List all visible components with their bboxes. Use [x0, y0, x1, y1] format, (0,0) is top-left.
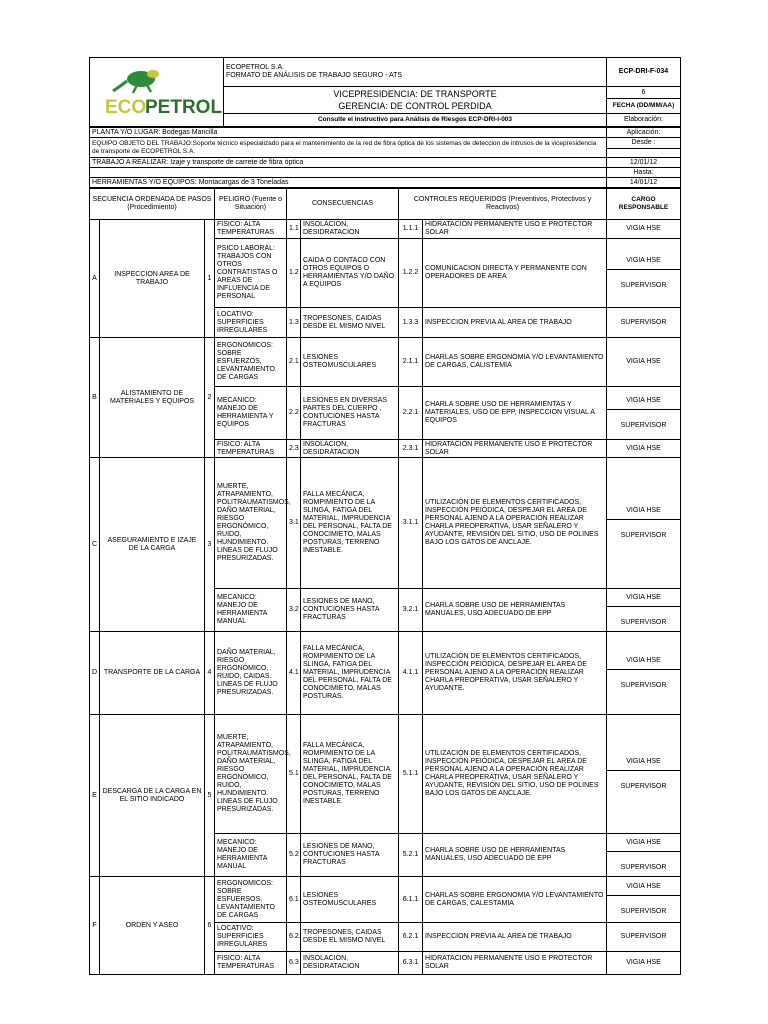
- revision-value: 6: [607, 87, 681, 99]
- hazard-cell: PSICO LABORAL: TRABAJOS CON OTROS CONTRATISTAS O AREAS DE INFLUENCIA DE PERSONAL: [215, 239, 287, 308]
- hazard-cell: MECANICO: MANEJO DE HERRAMIENTA MANUAL: [215, 589, 287, 632]
- management: GERENCIA: DE CONTROL PERDIDA: [338, 101, 492, 111]
- plant-field: PLANTA Y/O LUGAR: Bodegas Mancilla: [90, 128, 607, 138]
- department-block: [224, 87, 607, 114]
- consequence-code: 2.1: [287, 338, 301, 387]
- consequence-code: 6.1: [287, 877, 301, 923]
- equipment-object-field: EQUIPO OBJETO DEL TRABAJO:Soporte técnico especializado para el mantenimiento de la red de fibra óptica de los sistemas de deteccion de intrusos de la vicepresidencia de transporte de ECOPETROL S.A.: [90, 138, 607, 158]
- hazard-cell: MECANICO: MANEJO DE HERRAMIENTA MANUAL: [215, 834, 287, 877]
- control-cell: CHARLAS SOBRE ERGONOMIA Y/O LEVANTAMIENTO DE CARGAS, CALESTAMIA: [423, 877, 607, 923]
- responsible-cell: [607, 440, 681, 458]
- hazard-cell: LOCATIVO: SUPERFICIES IRREGULARES: [215, 308, 287, 338]
- responsible-cell: [607, 952, 681, 975]
- control-cell: HIDRATACION PERMANENTE USO E PROTECTOR SOLAR: [423, 952, 607, 975]
- consequence-code: 1.3: [287, 308, 301, 338]
- consequence-cell: LESIONES EN DIVERSAS PARTES DEL CUERPO , CONTUCIONES HASTA FRACTURAS: [301, 387, 399, 440]
- consequence-cell: FALLA MECÁNICA, ROMPIMIENTO DE LA SLINGA, FATIGA DEL MATERIAL, IMPRUDENCIA DEL PERSONAL, FALTA DE CONOCIMIETO, MALAS POSTURAS, TERRENO INESTABLE.: [301, 458, 399, 589]
- hazard-cell: ERGONOMICOS: SOBRE ESFUERZOS, LEVANTAMIENTO DE CARGAS: [215, 338, 287, 387]
- table-row: [90, 220, 681, 239]
- responsible-cell: [607, 923, 681, 952]
- consequence-cell: TROPESONES, CAIDAS DESDE EL MISMO NIVEL: [301, 923, 399, 952]
- consequence-cell: FALLA MECÁNICA, ROMPIMIENTO DE LA SLINGA, FATIGA DEL MATERIAL, IMPRUDENCIA DEL PERSONAL, FALTA DE CONOCIMIETO, MALAS POSTURAS.: [301, 632, 399, 715]
- info-table: [89, 127, 681, 188]
- responsible-role: VIGIA HSE: [626, 396, 661, 404]
- consequence-cell: TROPESONES, CAIDAS DESDE EL MISMO NIVEL: [301, 308, 399, 338]
- work-field: TRABAJO A REALIZAR: Izaje y transporte de carrete de fibra óptica: [90, 158, 607, 168]
- application-label: Aplicación:: [607, 128, 681, 138]
- to-date: 14/01/12: [607, 178, 681, 188]
- control-code: 6.2.1: [399, 923, 423, 952]
- control-code: 5.2.1: [399, 834, 423, 877]
- col-hazard: PELIGRO (Fuente o Situación): [215, 189, 287, 220]
- control-code: 5.1.1: [399, 715, 423, 834]
- control-cell: COMUNICACION DIRECTA Y PERMANENTE CON OPERADORES DE AREA: [423, 239, 607, 308]
- responsible-cell: [607, 458, 681, 589]
- responsible-cell: [607, 239, 681, 308]
- table-row: [90, 458, 681, 589]
- responsible-role: VIGIA HSE: [626, 656, 661, 664]
- control-code: 1.2.2: [399, 239, 423, 308]
- control-cell: CHARLA SOBRE USO DE HERRAMIENTAS MANUALES, USO ADECUADO DE EPP: [423, 834, 607, 877]
- control-code: 2.3.1: [399, 440, 423, 458]
- control-code: 1.3.3: [399, 308, 423, 338]
- step-letter: E: [90, 715, 100, 877]
- step-name: ALISTAMIENTO DE MATERIALES Y EQUIPOS: [100, 338, 205, 458]
- hazard-cell: MUERTE, ATRAPAMIENTO, POLITRAUMATISMOS, DAÑO MATERIAL, RIESGO ERGONÓMICO, RUIDO, HUNDIMIENTO. LINEAS DE FLUJO PRESURIZADAS.: [215, 458, 287, 589]
- hazard-cell: MUERTE, ATRAPAMIENTO, POLITRAUMATISMOS, DAÑO MATERIAL, RIESGO ERGONÓMICO, RUIDO, HUNDIMIENTO. LINEAS DE FLUJO PRESURIZADAS.: [215, 715, 287, 834]
- step-name: INSPECCION AREA DE TRABAJO: [100, 220, 205, 338]
- responsible-role: VIGIA HSE: [626, 358, 661, 365]
- col-responsible: CARGO RESPONSABLE: [607, 189, 681, 220]
- control-cell: HIDRATACION PERMANENTE USO E PROTECTOR SOLAR: [423, 440, 607, 458]
- control-code: 4.1.1: [399, 632, 423, 715]
- responsible-role: SUPERVISOR: [620, 681, 667, 689]
- step-name: ORDEN Y ASEO: [100, 877, 205, 975]
- instructive-note: Consulte el Instructivo para Análisis de Riesgos ECP-DRI-I-003: [224, 114, 607, 127]
- consequence-cell: INSOLACION, DESIDRATACION: [301, 220, 399, 239]
- from-date: 12/01/12: [607, 158, 681, 168]
- responsible-cell: [607, 220, 681, 239]
- col-controls: CONTROLES REQUERIDOS (Preventivos, Protectivos y Reactivos): [399, 189, 607, 220]
- consequence-code: 3.1: [287, 458, 301, 589]
- control-cell: UTILIZACIÓN DE ELEMENTOS CERTIFICADOS, INSPECCIÓN PEIÓDICA, DESPEJAR EL AREA DE PERSONAL AJENO A LA OPERACIÓN REALIZAR CHARLA PREOPERATIVA, USAR SEÑALERO Y AYUDANTE, REVISIÓN DEL SITIO, USO DE POLINES BAJO LOS GATOS DE ANCLAJE.: [423, 458, 607, 589]
- analysis-table: [89, 188, 681, 975]
- control-code: 6.1.1: [399, 877, 423, 923]
- control-cell: CHARLA SOBRE USO DE HERRAMIENTAS Y MATERIALES, USO DE EPP, INSPECCION VISUAL A EQUIPOS: [423, 387, 607, 440]
- consequence-cell: LESIONES OSTEOMUSCULARES: [301, 338, 399, 387]
- consequence-code: 6.2.: [287, 923, 301, 952]
- from-label: Desde :: [607, 138, 681, 149]
- date-format-label: FECHA (DD/MM/AA): [607, 99, 681, 114]
- consequence-cell: LESIONES OSTEOMUSCULARES: [301, 877, 399, 923]
- step-letter: B: [90, 338, 100, 458]
- hazard-cell: FISICO: ALTA TEMPERATURAS: [215, 220, 287, 239]
- control-cell: CHARLAS SOBRE ERGONOMIA Y/O LEVANTAMIENTO DE CARGAS, CALISTEMIA: [423, 338, 607, 387]
- consequence-code: 4.1: [287, 632, 301, 715]
- column-headers: [90, 189, 681, 220]
- hazard-cell: FISICO: ALTA TEMPERATURAS: [215, 440, 287, 458]
- consequence-cell: INSOLACION, DESIDRATACION: [301, 440, 399, 458]
- control-cell: HIDRATACION PERMANENTE USO E PROTECTOR SOLAR: [423, 220, 607, 239]
- consequence-code: 1.1: [287, 220, 301, 239]
- control-code: 1.1.1: [399, 220, 423, 239]
- responsible-cell: [607, 338, 681, 387]
- step-number: 2: [205, 338, 215, 458]
- consequence-code: 2.2: [287, 387, 301, 440]
- step-name: DESCARGA DE LA CARGA EN EL SITIO INDICADO: [100, 715, 205, 877]
- table-row: [90, 632, 681, 715]
- step-letter: D: [90, 632, 100, 715]
- responsible-cell: [607, 589, 681, 632]
- responsible-role: SUPERVISOR: [620, 908, 667, 915]
- step-name: ASEGURAMIENTO E IZAJE DE LA CARGA: [100, 458, 205, 632]
- responsible-cell: [607, 877, 681, 923]
- step-letter: A: [90, 220, 100, 338]
- table-row: [90, 715, 681, 834]
- responsible-cell: [607, 308, 681, 338]
- control-code: 3.2.1: [399, 589, 423, 632]
- form-title: FORMATO DE ANÁLISIS DE TRABAJO SEGURO - ATS: [226, 72, 403, 79]
- responsible-role: VIGIA HSE: [626, 959, 661, 966]
- responsible-role: VIGIA HSE: [626, 444, 661, 452]
- logo-cell: [90, 58, 224, 127]
- ats-form-sheet: [89, 57, 680, 975]
- consequence-code: 5.1: [287, 715, 301, 834]
- consequence-cell: CAIDA O CONTACO CON OTROS EQUIPOS O HERRAMIENTAS Y/O DAÑO A EQUIPOS: [301, 239, 399, 308]
- responsible-role: VIGIA HSE: [626, 838, 661, 846]
- iguana-icon: [113, 70, 159, 93]
- consequence-code: 2.3: [287, 440, 301, 458]
- responsible-role: VIGIA HSE: [626, 506, 661, 514]
- consequence-code: 3.2: [287, 589, 301, 632]
- control-cell: UTILIZACIÓN DE ELEMENTOS CERTIFICADOS, INSPECCIÓN PEIÓDICA, DESPEJAR EL AREA DE PERSONAL AJENO A LA OPERACIÓN REALIZAR CHARLA PREOPERATIVA, USAR SEÑALERO Y AYUDANTE, REVISIÓN DEL SITIO, USO DE POLINES BAJO LOS GATOS DE ANCLAJE.: [423, 715, 607, 834]
- step-letter: F: [90, 877, 100, 975]
- responsible-role: VIGIA HSE: [626, 593, 661, 601]
- vicepresidency: VICEPRESIDENCIA: DE TRANSPORTE: [333, 89, 497, 99]
- col-sequence: SECUENCIA ORDENADA DE PASOS (Procedimiento): [90, 189, 215, 220]
- responsible-cell: [607, 387, 681, 440]
- responsible-role: VIGIA HSE: [626, 757, 661, 765]
- doc-code: ECP-DRI-F-034: [607, 58, 681, 87]
- responsible-role: VIGIA HSE: [626, 883, 661, 890]
- tools-field: HERRAMIENTAS Y/O EQUIPOS: Montacargas de 3 Toneladas: [90, 178, 607, 188]
- step-number: 4: [205, 632, 215, 715]
- responsible-role: SUPERVISOR: [620, 782, 667, 790]
- consequence-code: 5.2: [287, 834, 301, 877]
- hazard-cell: LOCATIVO: SUPERFICIES IRREGULARES: [215, 923, 287, 952]
- hazard-cell: MECANICO: MANEJO DE HERRAMIENTA Y EQUIPOS: [215, 387, 287, 440]
- table-row: [90, 338, 681, 387]
- responsible-role: VIGIA HSE: [626, 225, 661, 232]
- responsible-role: SUPERVISOR: [620, 863, 667, 871]
- step-name: TRANSPORTE DE LA CARGA: [100, 632, 205, 715]
- control-cell: CHARLA SOBRE USO DE HERRAMIENTAS MANUALES, USO ADECUADO DE EPP: [423, 589, 607, 632]
- hazard-cell: FISICO: ALTA TEMPERATURAS: [215, 952, 287, 975]
- responsible-role: SUPERVISOR: [620, 281, 667, 289]
- control-code: 2.2.1: [399, 387, 423, 440]
- step-number: 1: [205, 220, 215, 338]
- step-number: 5: [205, 715, 215, 877]
- consequence-cell: FALLA MECÁNICA, ROMPIMIENTO DE LA SLINGA, FATIGA DEL MATERIAL, IMPRUDENCIA DEL PERSONAL, FALTA DE CONOCIMIETO, MALAS POSTURAS, TERRENO INESTABLE.: [301, 715, 399, 834]
- responsible-role: SUPERVISOR: [620, 933, 667, 940]
- control-code: 2.1.1: [399, 338, 423, 387]
- control-code: 3.1.1: [399, 458, 423, 589]
- control-cell: INSPECCION PREVIA AL AREA DE TRABAJO: [423, 923, 607, 952]
- hazard-cell: ERGONOMICOS: SOBRE ESFUERSOS, LEVANTAMIENTO DE CARGAS: [215, 877, 287, 923]
- control-code: 6.3.1: [399, 952, 423, 975]
- responsible-cell: [607, 715, 681, 834]
- col-consequences: CONSECUENCIAS: [287, 189, 399, 220]
- responsible-role: SUPERVISOR: [620, 531, 667, 539]
- table-row: [90, 877, 681, 923]
- logo-text-left: ECO: [104, 96, 146, 118]
- hazard-cell: DAÑO MATERIAL, RIESGO ERGONÓMICO, RUIDO, CAIDAS. LINEAS DE FLUJO PRESURIZADAS.: [215, 632, 287, 715]
- responsible-role: SUPERVISOR: [620, 318, 667, 326]
- consequence-code: 1.2: [287, 239, 301, 308]
- responsible-role: VIGIA HSE: [626, 256, 661, 264]
- logo-text-right: PETROL: [144, 96, 222, 118]
- consequence-cell: LESIONES DE MANO, CONTUCIONES HASTA FRACTURAS: [301, 834, 399, 877]
- responsible-cell: [607, 632, 681, 715]
- header-table: [89, 57, 681, 127]
- control-cell: UTILIZACIÓN DE ELEMENTOS CERTIFICADOS, INSPECCIÓN PEIÓDICA, DESPEJAR EL AREA DE PERSONAL AJENO A LA OPERACIÓN REALIZAR CHARLA PREOPERATIVA, USAR SEÑALERO Y AYUDANTE.: [423, 632, 607, 715]
- company-name: ECOPETROL S.A.: [226, 64, 285, 71]
- consequence-code: 6.3: [287, 952, 301, 975]
- step-number: 6: [205, 877, 215, 975]
- control-cell: INSPECCION PREVIA AL AREA DE TRABAJO: [423, 308, 607, 338]
- responsible-cell: [607, 834, 681, 877]
- responsible-role: SUPERVISOR: [620, 421, 667, 429]
- company-title-block: [224, 58, 607, 87]
- consequence-cell: LESIONES DE MANO, CONTUCIONES HASTA FRACTURAS: [301, 589, 399, 632]
- ecopetrol-logo: [101, 61, 222, 121]
- consequence-cell: INSOLACION, DESIDRATACION: [301, 952, 399, 975]
- to-label: Hasta:: [607, 168, 681, 178]
- responsible-role: SUPERVISOR: [620, 618, 667, 626]
- elaboration-label: Elaboración:: [607, 114, 681, 127]
- step-letter: C: [90, 458, 100, 632]
- step-number: 3: [205, 458, 215, 632]
